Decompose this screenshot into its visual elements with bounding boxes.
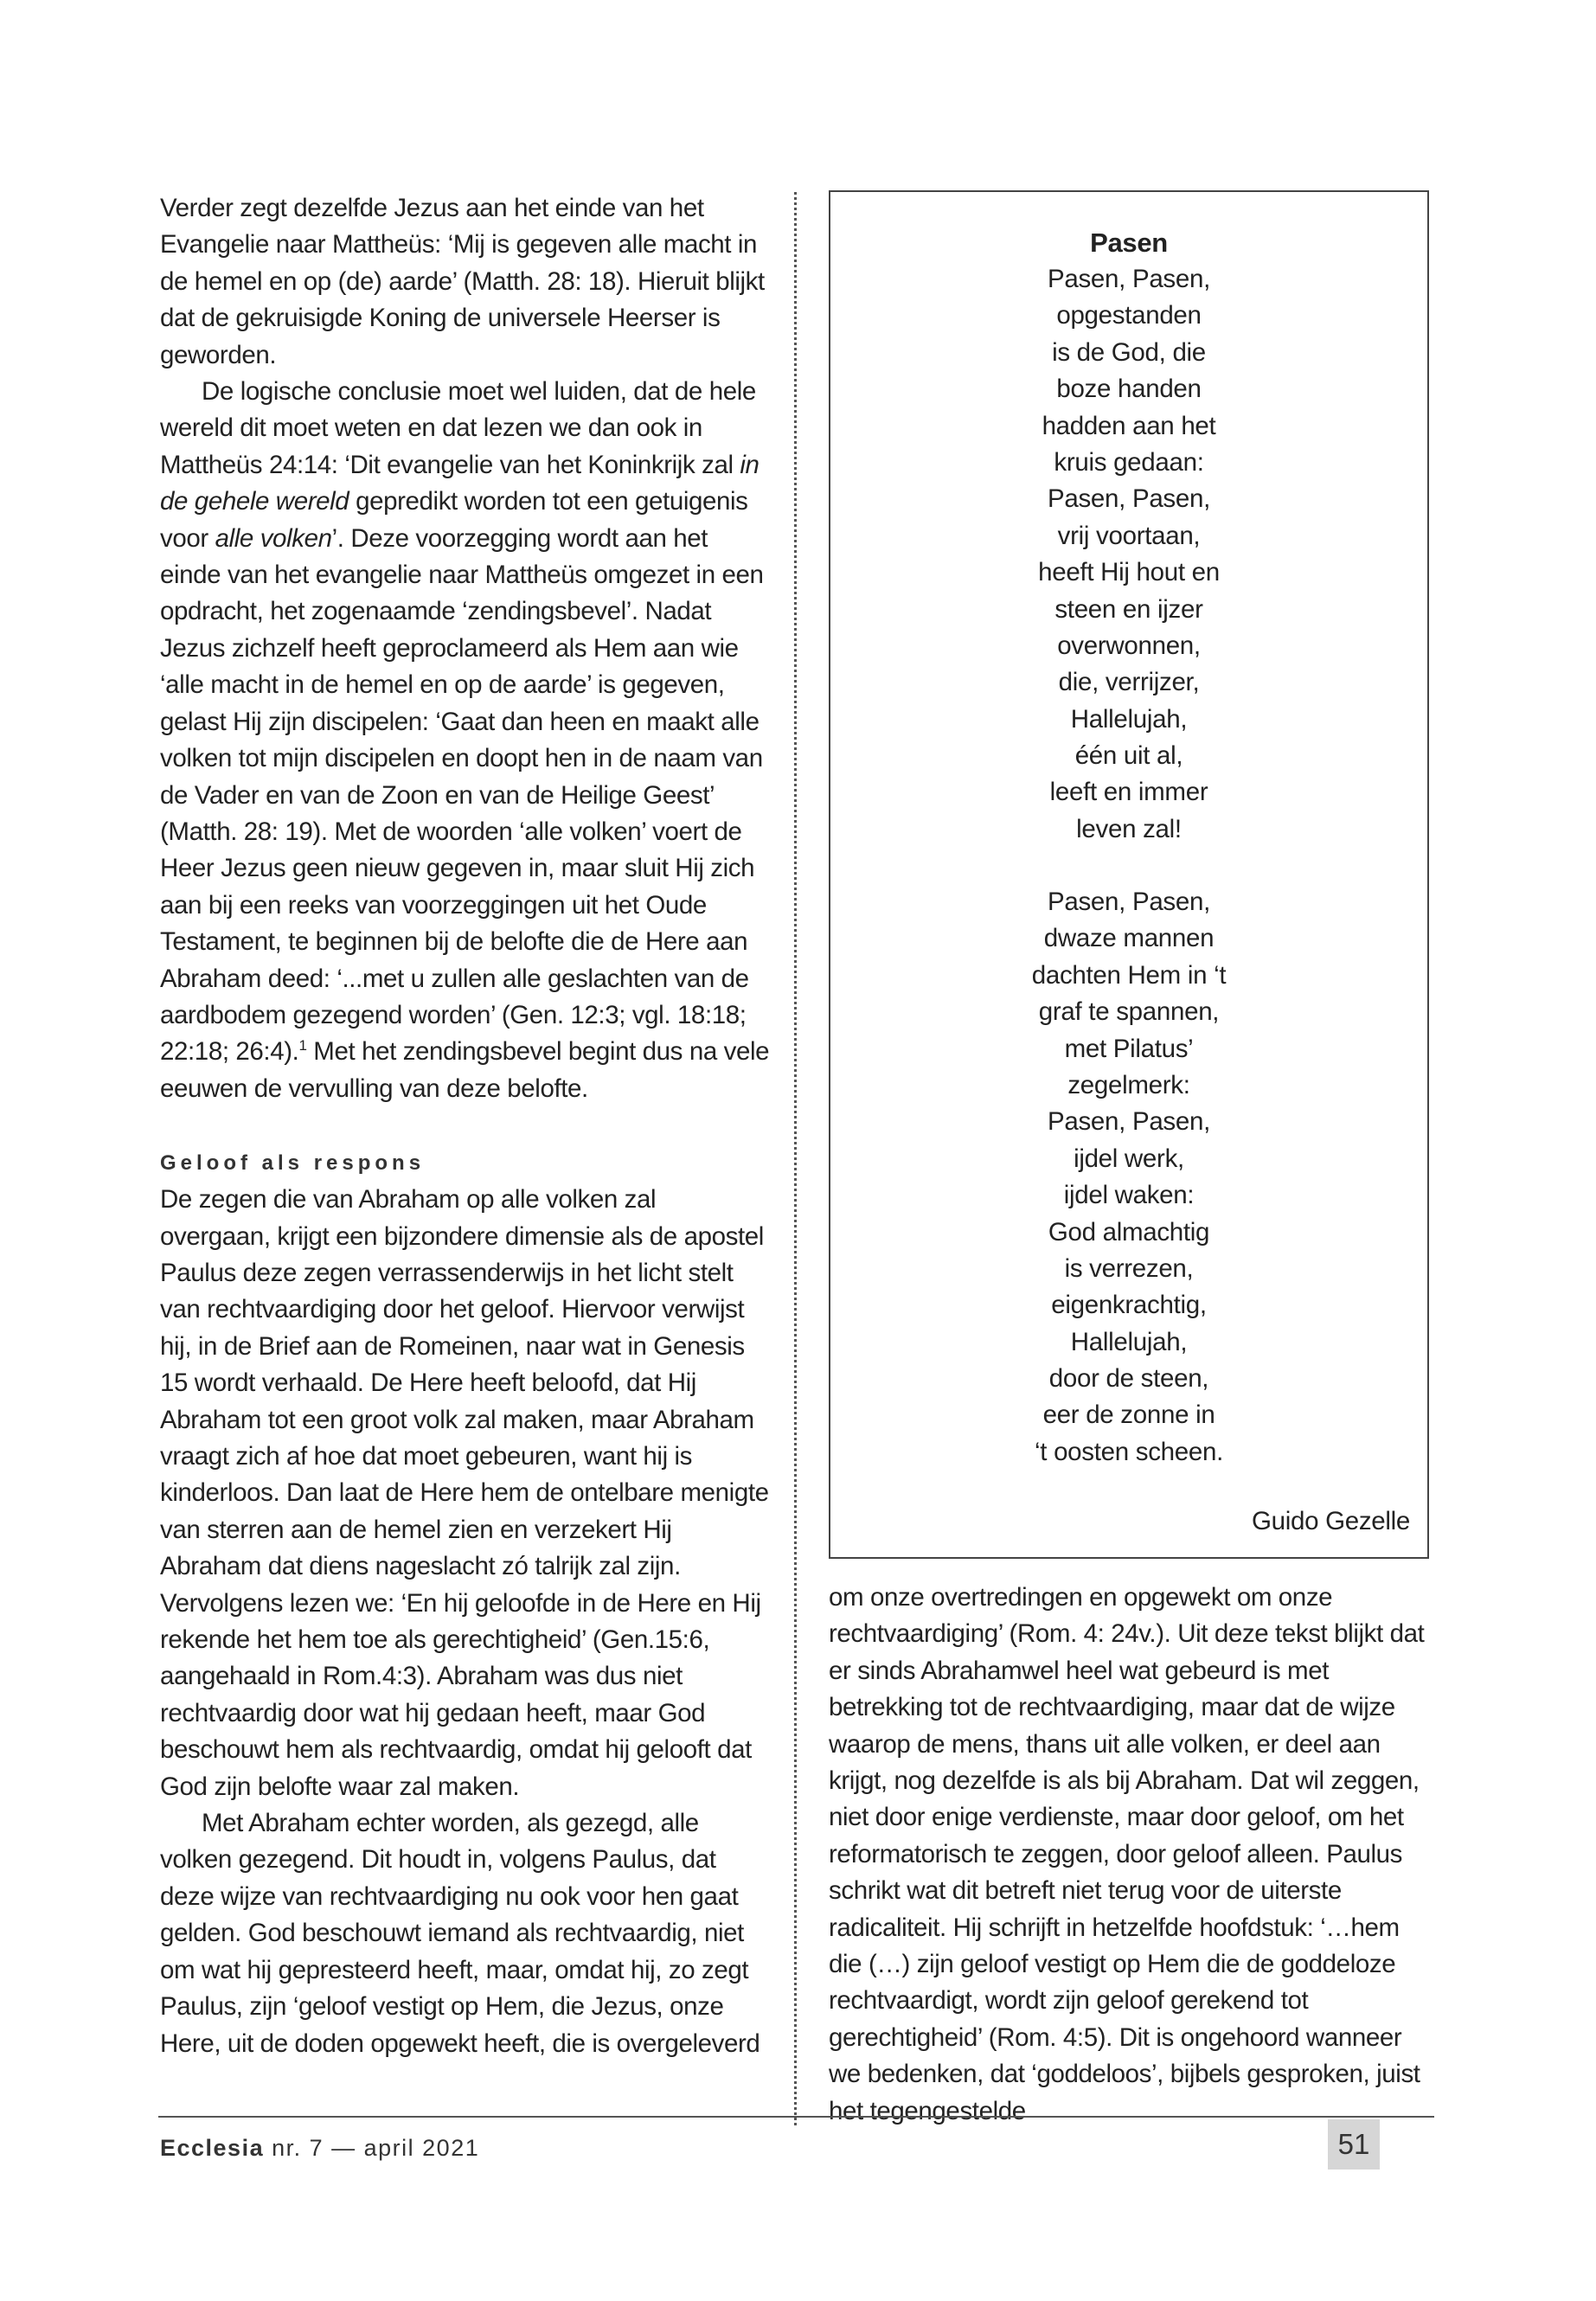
poem-title: Pasen — [1090, 228, 1168, 258]
poem-line: met Pilatus’ — [1064, 1034, 1194, 1063]
footer-publication — [160, 2133, 479, 2163]
poem-line: die, verrijzer, — [1058, 668, 1200, 697]
poem-line: Pasen, Pasen, — [1048, 888, 1210, 916]
poem-line: Pasen, Pasen, — [1048, 484, 1210, 514]
poem-line: opgestanden — [1056, 301, 1202, 330]
poem-line: dwaze mannen — [1043, 924, 1215, 953]
footnote-marker: 1 — [298, 1037, 307, 1054]
poem-line: door de steen, — [1048, 1364, 1209, 1394]
italic-text: in de gehele wereld — [160, 450, 760, 516]
poem-line: Pasen, Pasen, — [1048, 1107, 1210, 1137]
poem-line: graf te spannen, — [1038, 997, 1220, 1027]
section-heading: Geloof als respons — [160, 1151, 426, 1176]
poem-line: Pasen, Pasen, — [1048, 265, 1210, 293]
paragraph — [160, 374, 770, 1107]
poem-line: heeft Hij hout en — [1038, 558, 1220, 587]
publication-name: Ecclesia — [160, 2135, 265, 2161]
text-run: Met het zendingsbevel begint dus na vele eeuwen de vervulling van deze belofte. — [160, 1037, 770, 1103]
poem-line: Hallelujah, — [1070, 1327, 1188, 1356]
column-divider — [794, 192, 797, 2125]
poem-line: hadden aan het — [1042, 411, 1216, 440]
poem-line: boze handen — [1056, 375, 1202, 404]
paragraph: Verder zegt dezelfde Jezus aan het einde van het Evangelie naar Mattheüs: ‘Mij is gegeven alle macht in de hemel en op (de) aarde’ (Matth. 28: 18). Hieruit blijkt dat de gekruisigde Koning de universele Heerser is geworden. — [160, 194, 765, 369]
poem-line: ijdel waken: — [1063, 1181, 1195, 1210]
poem-stanza — [830, 261, 1427, 848]
poem-author: Guido Gezelle — [1251, 1507, 1410, 1535]
poem-line: leeft en immer — [1049, 778, 1208, 807]
poem-line: zegelmerk: — [1067, 1070, 1190, 1099]
paragraph: Met Abraham echter worden, als gezegd, alle volken gezegend. Dit houdt in, volgens Paulus, dat deze wijze van rechtvaardiging nu ook voor hen gaat gelden. God beschouwt iemand als rechtvaardig, niet om wat hij gepresteerd heeft, maar, omdat hij, zo zegt Paulus, zijn ‘geloof vestigt op Hem, die Jezus, onze Here, uit de doden opgewekt heeft, die is overgeleverd — [160, 1809, 760, 2058]
left-column — [160, 190, 770, 2062]
text-run: gepredikt worden tot een getuigenis voor — [160, 487, 748, 553]
poem-line: Hallelujah, — [1070, 704, 1188, 734]
page-number: 51 — [1328, 2119, 1380, 2170]
poem-line: kruis gedaan: — [1054, 447, 1204, 477]
poem-line: ijdel werk, — [1074, 1144, 1184, 1173]
footer-rule — [158, 2116, 1434, 2118]
paragraph: om onze overtredingen en opgewekt om onze rechtvaardiging’ (Rom. 4: 24v.). Uit deze tekst blijkt dat er sinds Abrahamwel heel wat gebeurd is met betrekking tot de rechtvaardiging, maar dat de wijze waarop de mens, thans uit alle volken, er deel aan krijgt, nog dezelfde is als bij Abraham. Dat wil zeggen, niet door enige verdienste, maar door geloof, om het reformatorisch te zeggen, door geloof alleen. Paulus schrikt wat dit betreft niet terug voor de uiterste radicaliteit. Hij schrijft in hetzelfde hoofdstuk: ‘…hem die (…) zijn geloof vestigt op Hem die de goddeloze rechtvaardigt, wordt zijn geloof gerekend tot gerechtigheid’ (Rom. 4:5). Dit is ongehoord wanneer we bedenken, dat ‘goddeloos’, bijbels gesproken, juist het tegengestelde — [829, 1583, 1425, 2125]
poem-line: eer de zonne in — [1042, 1400, 1215, 1430]
text-run: De logische conclusie moet wel luiden, dat de hele wereld dit moet weten en dat lezen we dan ook in Mattheüs 24:14: ‘Dit evangelie van het Koninkrijk zal — [160, 377, 756, 479]
poem-line: is de God, die — [1052, 337, 1206, 367]
issue-info: nr. 7 — april 2021 — [264, 2135, 480, 2161]
poem-line: dachten Hem in ‘t — [1031, 960, 1227, 990]
italic-text: alle volken — [215, 523, 332, 553]
right-column — [829, 1580, 1434, 2130]
poem-line: ‘t oosten scheen. — [1035, 1437, 1223, 1466]
poem-box — [829, 190, 1429, 1559]
text-run: ’. Deze voorzegging wordt aan het einde van het evangelie naar Mattheüs omgezet in een opdracht, het zogenaamde ‘zendingsbevel’. Nadat Jezus zichzelf heeft geproclameerd als Hem aan wie ‘alle macht in de hemel en op de aarde’ is gegeven, gelast Hij zijn discipelen: ‘Gaat dan heen en maakt alle volken tot mijn discipelen en doopt hen in de naam van de Vader en van de Zoon en van de Heilige Geest’ (Matth. 28: 19). Met de woorden ‘alle volken’ voert de Heer Jezus geen nieuw gegeven in, maar sluit Hij zich aan bij een reeks van voorzeggingen uit het Oude Testament, te beginnen bij de belofte die de Here aan Abraham deed: ‘...met u zullen alle geslachten van de aardbodem gezegend worden’ (Gen. 12:3; vgl. 18:18; 22:18; 26:4). — [160, 523, 764, 1067]
poem-line: steen en ijzer — [1054, 594, 1203, 624]
poem-line: God almachtig — [1048, 1217, 1210, 1247]
poem-stanza — [830, 884, 1427, 1471]
poem-line: overwonnen, — [1057, 631, 1201, 660]
poem-line: één uit al, — [1074, 741, 1183, 771]
poem-line: is verrezen, — [1064, 1253, 1194, 1283]
poem-line: eigenkrachtig, — [1051, 1291, 1207, 1320]
poem-line: leven zal! — [1076, 814, 1182, 843]
paragraph: De zegen die van Abraham op alle volken zal overgaan, krijgt een bijzondere dimensie als de apostel Paulus deze zegen verrassenderwijs in het licht stelt van rechtvaardiging door het geloof. Hiervoor verwijst hij, in de Brief aan de Romeinen, naar wat in Genesis 15 wordt verhaald. De Here heeft beloofd, dat Hij Abraham tot een groot volk zal maken, maar Abraham vraagt zich af hoe dat moet gebeuren, want hij is kinderloos. Dan laat de Here hem de ontelbare menigte van sterren aan de hemel zien en verzekert Hij Abraham dat diens nageslacht zó talrijk zal zijn. Vervolgens lezen we: ‘En hij geloofde in de Here en Hij rekende het hem toe als gerechtigheid’ (Gen.15:6, aangehaald in Rom.4:3). Abraham was dus niet rechtvaardig door wat hij gedaan heeft, maar God beschouwt hem als rechtvaardig, omdat hij gelooft dat God zijn belofte waar zal maken. — [160, 1185, 769, 1801]
poem-line: vrij voortaan, — [1057, 521, 1201, 550]
